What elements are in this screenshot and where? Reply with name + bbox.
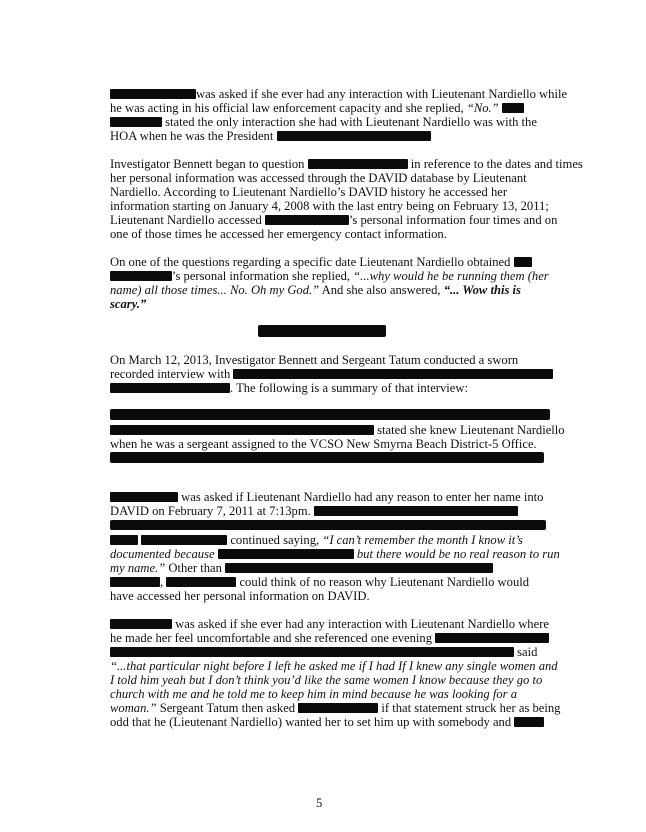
text: recorded interview with xyxy=(110,367,231,381)
redaction xyxy=(110,409,550,420)
text-line xyxy=(110,130,550,143)
quote: but there would be no real reason to run xyxy=(356,547,560,561)
redaction xyxy=(277,131,431,141)
text-line: her personal information was accessed through the DAVID database by Lieutenant xyxy=(110,171,527,185)
redaction xyxy=(110,383,230,393)
text-line xyxy=(110,116,550,129)
text-line xyxy=(110,491,550,504)
text-line: one of those times he accessed her emergency contact information. xyxy=(110,227,447,241)
quote: scary.” xyxy=(110,297,147,311)
text-line xyxy=(110,632,550,645)
text-line xyxy=(110,256,550,269)
redaction xyxy=(502,103,524,113)
redaction xyxy=(110,492,178,502)
redaction xyxy=(225,563,493,573)
quote: name) all those times... No. Oh my God.” xyxy=(110,283,320,297)
text: On one of the questions regarding a specific date Lieutenant Nardiello obtained xyxy=(110,255,511,269)
redaction xyxy=(110,577,160,587)
text: he made her feel uncomfortable and she referenced one evening xyxy=(110,631,433,645)
redaction xyxy=(110,520,546,530)
text-line xyxy=(110,423,565,437)
text-line xyxy=(110,102,550,115)
text-line xyxy=(110,270,550,283)
text: was asked if she ever had any interaction with Lieutenant Nardiello where xyxy=(175,617,549,631)
quote: “...why would he be running them (her xyxy=(353,269,549,283)
text: was asked if Lieutenant Nardiello had any reason to enter her name into xyxy=(181,490,544,504)
redaction xyxy=(298,703,378,713)
text: Investigator Bennett began to question xyxy=(110,157,305,171)
text-line xyxy=(110,368,550,381)
quote-line: church with me and he told me to keep him in mind because he was looking for a xyxy=(110,687,518,701)
quote: documented because xyxy=(110,547,215,561)
redaction xyxy=(141,535,227,545)
text-line: when he was a sergeant assigned to the VCSO New Smyrna Beach District-5 Office. xyxy=(110,437,537,451)
redaction xyxy=(110,425,374,435)
redaction xyxy=(233,369,553,379)
text: in reference to the dates and times xyxy=(410,157,583,171)
text-line xyxy=(110,87,568,101)
redaction xyxy=(110,89,196,99)
redaction xyxy=(110,535,138,545)
text: odd that he (Lieutenant Nardiello) wanted her to set him up with somebody and xyxy=(110,715,512,729)
text-line xyxy=(110,562,550,575)
text: . The following is a summary of that interview: xyxy=(230,381,468,395)
text: if that statement struck her as being xyxy=(381,701,561,715)
text-line xyxy=(110,213,558,227)
text-line xyxy=(110,716,550,729)
redaction xyxy=(514,717,544,727)
text-line xyxy=(110,701,561,715)
text-line xyxy=(110,547,560,561)
redaction xyxy=(218,549,354,559)
redaction xyxy=(110,271,172,281)
redaction xyxy=(308,159,408,169)
text-line xyxy=(110,298,550,311)
quote: “... Wow this is xyxy=(443,283,521,297)
redaction xyxy=(110,647,514,657)
redaction xyxy=(166,577,236,587)
text: stated she knew Lieutenant Nardiello xyxy=(377,423,565,437)
text-line xyxy=(110,157,583,171)
redaction xyxy=(110,117,162,127)
text: was asked if she ever had any interaction with Lieutenant Nardiello while xyxy=(196,87,568,101)
quote-line: I told him yeah but I don’t think you’d like the same women I know because they go to xyxy=(110,673,543,687)
text-line: , could think of no reason why Lieutenant Nardiello would xyxy=(110,576,550,589)
text: DAVID on February 7, 2011 at 7:13pm. xyxy=(110,504,311,518)
text-line xyxy=(110,646,550,659)
redaction xyxy=(314,506,518,516)
text: said xyxy=(517,645,538,659)
quote: my name.” xyxy=(110,561,166,575)
redaction xyxy=(435,633,549,643)
text: could think of no reason why Lieutenant Nardiello would xyxy=(239,575,530,589)
text-line: information starting on January 4, 2008 with the last entry being on February 13, 2011; xyxy=(110,199,549,213)
text-line: On March 12, 2013, Investigator Bennett and Sergeant Tatum conducted a sworn xyxy=(110,353,519,367)
text: Other than xyxy=(165,561,222,575)
redaction xyxy=(110,452,544,463)
text: And she also answered, xyxy=(319,283,444,297)
text: ’s personal information four times and on xyxy=(348,213,558,227)
page-number: 5 xyxy=(316,796,323,810)
text: he was acting in his official law enforcement capacity and she replied, xyxy=(110,101,467,115)
redaction xyxy=(110,619,172,629)
text-line xyxy=(110,505,550,518)
text: continued saying, xyxy=(230,533,323,547)
text-line: Nardiello. According to Lieutenant Nardiello’s DAVID history he accessed her xyxy=(110,185,508,199)
redaction xyxy=(258,325,386,337)
text: stated the only interaction she had with Lieutenant Nardiello was with the xyxy=(165,115,537,129)
text: HOA when he was the President xyxy=(110,129,274,143)
text: Sergeant Tatum then asked xyxy=(156,701,296,715)
quote: “No.” xyxy=(466,101,499,115)
text: ’s personal information she replied, xyxy=(172,269,354,283)
quote-line: “...that particular night before I left he asked me if I had If I knew any single women and xyxy=(110,659,558,673)
text-line xyxy=(110,618,550,631)
text-line xyxy=(110,382,550,395)
redaction xyxy=(514,257,532,267)
redaction xyxy=(265,215,349,225)
text-line: have accessed her personal information on DAVID. xyxy=(110,589,370,603)
quote: woman.” xyxy=(110,701,157,715)
text-line xyxy=(110,534,550,547)
quote: “I can’t remember the month I know it’s xyxy=(322,533,523,547)
text-line xyxy=(110,284,550,297)
text: Lieutenant Nardiello accessed xyxy=(110,213,262,227)
